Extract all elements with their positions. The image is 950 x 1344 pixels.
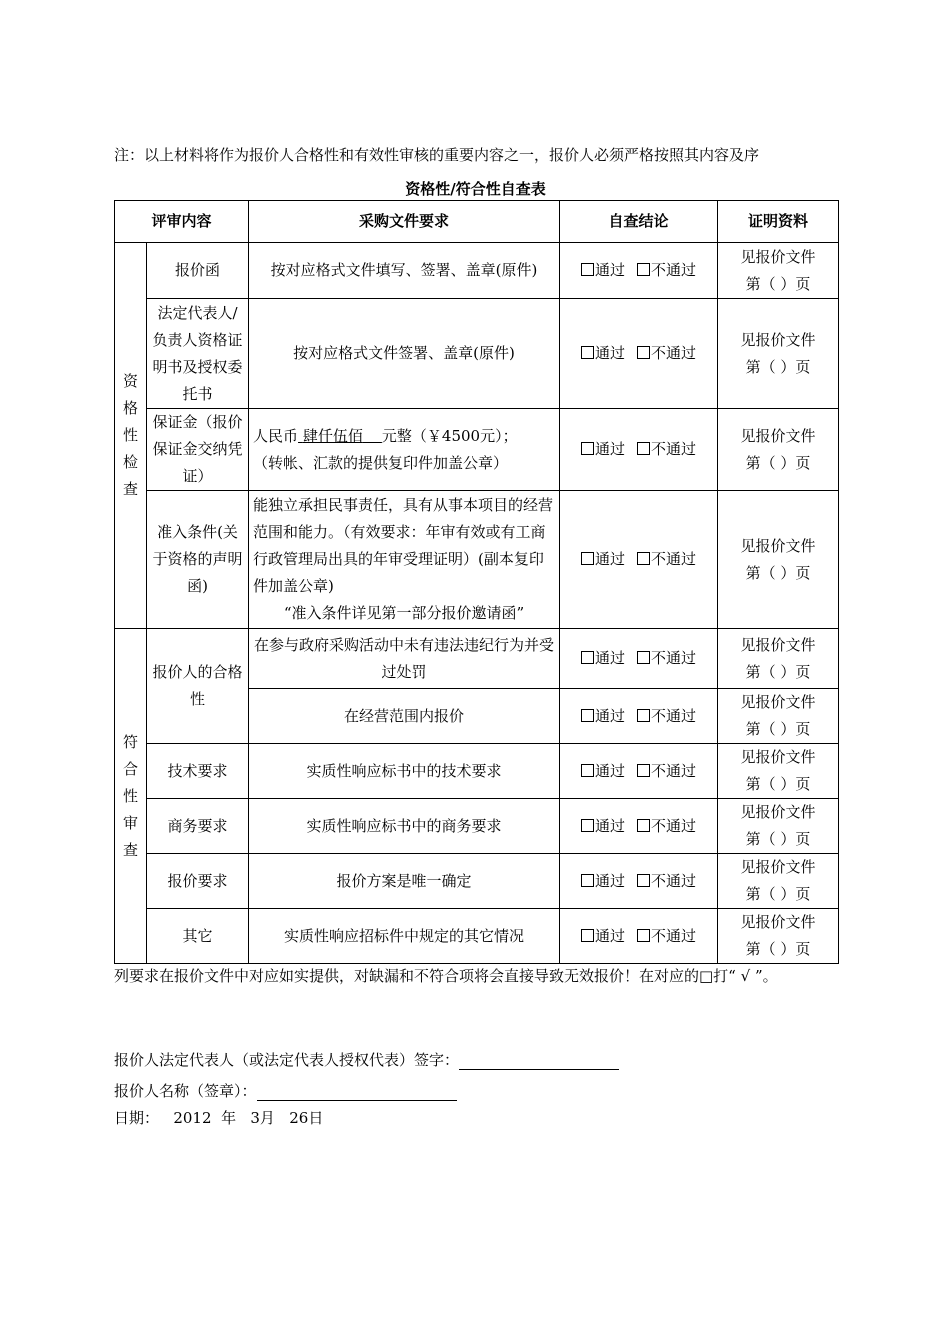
requirement-cell: 实质性响应招标件中规定的其它情况 [249, 909, 560, 964]
proof-cell: 见报价文件 第（ ）页 [718, 629, 839, 689]
requirement-cell: 实质性响应标书中的技术要求 [249, 744, 560, 799]
conclusion-cell [560, 491, 718, 629]
deposit-amount: 肆仟伍佰 [302, 426, 363, 445]
checkbox-icon[interactable] [581, 764, 594, 777]
fail-option[interactable]: 不通过 [637, 707, 696, 725]
fail-option[interactable]: 不通过 [637, 817, 696, 835]
checkbox-icon[interactable] [637, 552, 650, 565]
note-after: 列要求在报价文件中对应如实提供，对缺漏和不符合项将会直接导致无效报价！在对应的□打“ √ ”。 [114, 967, 778, 985]
pass-option[interactable]: 通过 [581, 440, 625, 458]
checkbox-icon[interactable] [581, 929, 594, 942]
checkbox-icon[interactable] [637, 764, 650, 777]
item-cell: 准入条件(关于资格的声明函) [147, 491, 249, 629]
item-cell: 报价人的合格性 [147, 629, 249, 744]
conclusion-cell [560, 299, 718, 409]
fail-option[interactable]: 不通过 [637, 550, 696, 568]
checkbox-icon[interactable] [581, 442, 594, 455]
fail-option[interactable]: 不通过 [637, 440, 696, 458]
pass-option[interactable]: 通过 [581, 872, 625, 890]
checkbox-icon[interactable] [637, 263, 650, 276]
item-cell: 报价要求 [147, 854, 249, 909]
pass-option[interactable]: 通过 [581, 762, 625, 780]
table-row [115, 409, 839, 491]
checkbox-icon[interactable] [581, 709, 594, 722]
header-review-content: 评审内容 [115, 201, 249, 243]
header-conclusion: 自查结论 [560, 201, 718, 243]
requirement-cell: 人民币 肆仟伍佰 元整（￥4500元）； （转帐、汇款的提供复印件加盖公章） [249, 409, 560, 491]
pass-option[interactable]: 通过 [581, 550, 625, 568]
fail-option[interactable]: 不通过 [637, 649, 696, 667]
pass-option[interactable]: 通过 [581, 261, 625, 279]
item-cell: 报价函 [147, 243, 249, 299]
conclusion-cell [560, 689, 718, 744]
requirement-cell: 按对应格式文件填写、签署、盖章(原件) [249, 243, 560, 299]
checkbox-icon[interactable] [637, 346, 650, 359]
requirement-cell: 在经营范围内报价 [249, 689, 560, 744]
group-qualification-check: 资 格 性 检 查 [115, 243, 147, 629]
proof-cell: 见报价文件 第（ ）页 [718, 799, 839, 854]
table-title: 资格性/符合性自查表 [405, 180, 546, 198]
item-cell: 法定代表人/负责人资格证明书及授权委托书 [147, 299, 249, 409]
header-requirements: 采购文件要求 [249, 201, 560, 243]
item-cell: 技术要求 [147, 744, 249, 799]
table-row [115, 854, 839, 909]
fail-option[interactable]: 不通过 [637, 762, 696, 780]
item-cell: 保证金（报价保证金交纳凭证） [147, 409, 249, 491]
proof-cell: 见报价文件 第（ ）页 [718, 491, 839, 629]
checkbox-icon[interactable] [581, 552, 594, 565]
conclusion-cell [560, 909, 718, 964]
item-cell: 其它 [147, 909, 249, 964]
rep-signature-field[interactable] [459, 1053, 619, 1070]
checkbox-icon[interactable] [637, 442, 650, 455]
pass-option[interactable]: 通过 [581, 707, 625, 725]
checkbox-icon[interactable] [637, 874, 650, 887]
table-row [115, 799, 839, 854]
pass-option[interactable]: 通过 [581, 817, 625, 835]
requirement-cell: 能独立承担民事责任，具有从事本项目的经营范围和能力。（有效要求：年审有效或有工商行政管理局出具的年审受理证明）(副本复印件加盖公章) “准入条件详见第一部分报价邀请函” [249, 491, 560, 629]
requirement-cell: 按对应格式文件签署、盖章(原件) [249, 299, 560, 409]
proof-cell: 见报价文件 第（ ）页 [718, 854, 839, 909]
checkbox-icon[interactable] [581, 263, 594, 276]
table-row [115, 491, 839, 629]
header-proof: 证明资料 [718, 201, 839, 243]
conclusion-cell [560, 629, 718, 689]
item-cell: 商务要求 [147, 799, 249, 854]
table-row [115, 299, 839, 409]
fail-option[interactable]: 不通过 [637, 261, 696, 279]
proof-cell: 见报价文件 第（ ）页 [718, 909, 839, 964]
proof-cell: 见报价文件 第（ ）页 [718, 744, 839, 799]
self-check-table [114, 200, 839, 964]
requirement-cell: 实质性响应标书中的商务要求 [249, 799, 560, 854]
bidder-name-line: 报价人名称（签章）： [114, 1081, 457, 1101]
bidder-name-field[interactable] [257, 1084, 457, 1101]
checkbox-icon[interactable] [581, 651, 594, 664]
conclusion-cell [560, 744, 718, 799]
table-row [115, 629, 839, 689]
conclusion-cell [560, 799, 718, 854]
conclusion-cell [560, 854, 718, 909]
fail-option[interactable]: 不通过 [637, 872, 696, 890]
checkbox-icon[interactable] [581, 346, 594, 359]
pass-option[interactable]: 通过 [581, 344, 625, 362]
requirement-cell: 在参与政府采购活动中未有违法违纪行为并受过处罚 [249, 629, 560, 689]
requirement-cell: 报价方案是唯一确定 [249, 854, 560, 909]
date-line: 日期： 2012 年 3月 26日 [114, 1109, 324, 1127]
table-header-row [115, 201, 839, 243]
checkbox-icon[interactable] [637, 929, 650, 942]
pass-option[interactable]: 通过 [581, 927, 625, 945]
table-row [115, 909, 839, 964]
checkbox-icon[interactable] [637, 819, 650, 832]
table-row [115, 243, 839, 299]
group-conformity-review: 符 合 性 审 查 [115, 629, 147, 964]
rep-signature-line: 报价人法定代表人（或法定代表人授权代表）签字： [114, 1050, 619, 1070]
fail-option[interactable]: 不通过 [637, 927, 696, 945]
table-row [115, 744, 839, 799]
checkbox-icon[interactable] [581, 874, 594, 887]
proof-cell: 见报价文件 第（ ）页 [718, 299, 839, 409]
checkbox-icon[interactable] [581, 819, 594, 832]
checkbox-icon[interactable] [637, 709, 650, 722]
fail-option[interactable]: 不通过 [637, 344, 696, 362]
note-top: 注：以上材料将作为报价人合格性和有效性审核的重要内容之一，报价人必须严格按照其内容及序 [114, 146, 760, 164]
checkbox-icon[interactable] [637, 651, 650, 664]
proof-cell: 见报价文件 第（ ）页 [718, 689, 839, 744]
proof-cell: 见报价文件 第（ ）页 [718, 243, 839, 299]
conclusion-cell [560, 409, 718, 491]
proof-cell: 见报价文件 第（ ）页 [718, 409, 839, 491]
conclusion-cell [560, 243, 718, 299]
pass-option[interactable]: 通过 [581, 649, 625, 667]
